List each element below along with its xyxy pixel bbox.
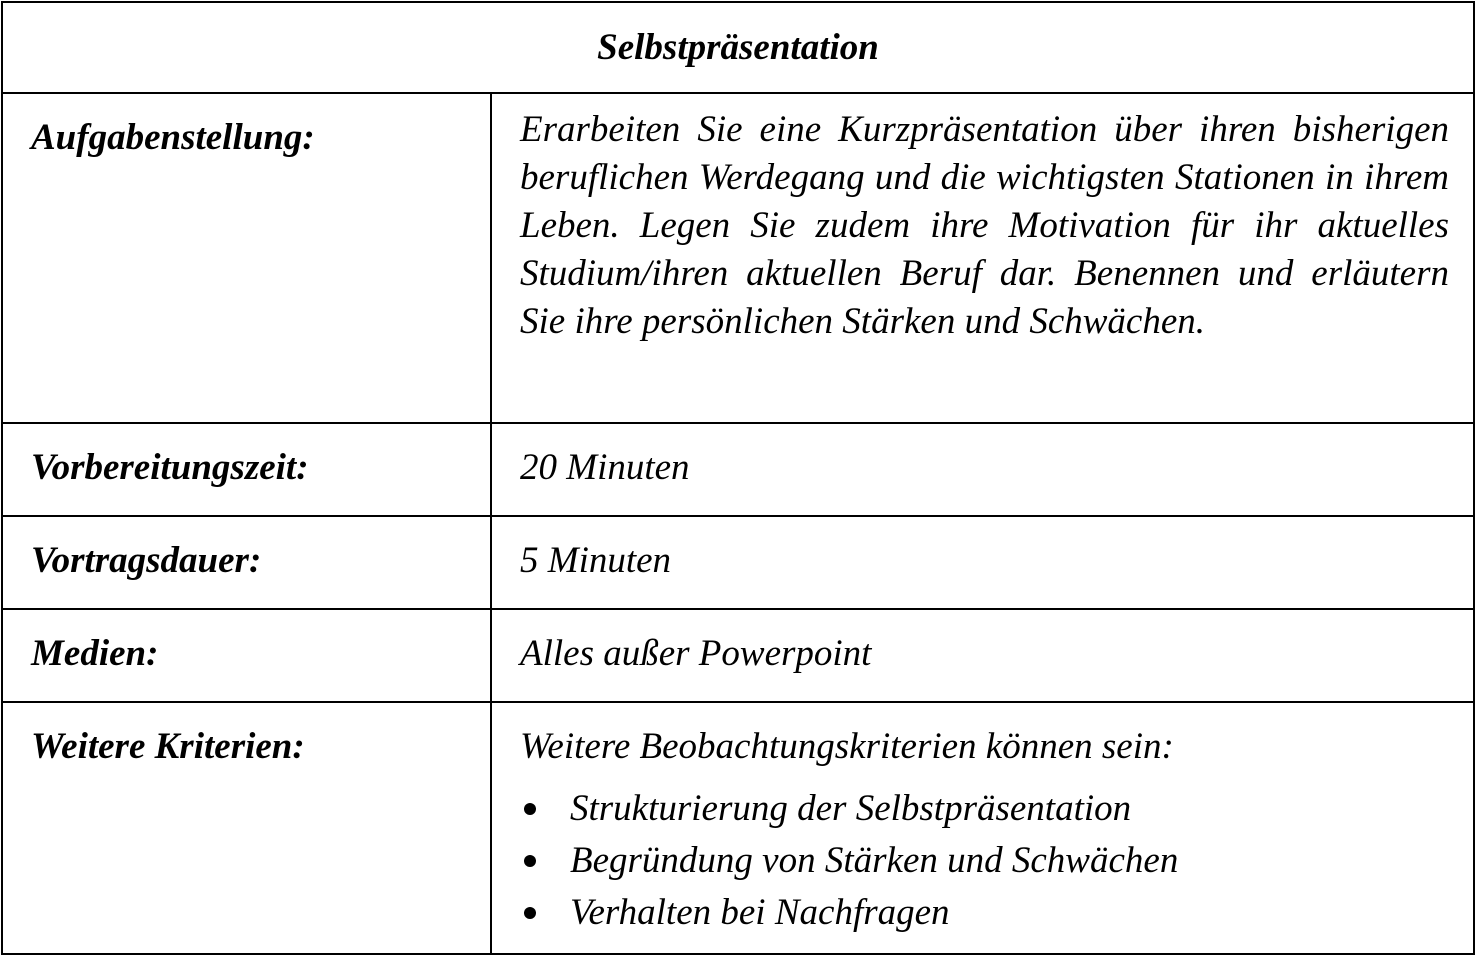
- preparation-value: 20 Minuten: [491, 423, 1474, 516]
- table-row-criteria: [2, 702, 1474, 954]
- task-value-cell: [491, 93, 1474, 423]
- table-row-duration: [2, 516, 1474, 609]
- duration-value: 5 Minuten: [491, 516, 1474, 609]
- table-row-task: [2, 93, 1474, 423]
- criteria-item-text: Verhalten bei Nachfragen: [570, 892, 950, 933]
- preparation-label: Vorbereitungszeit:: [2, 423, 491, 516]
- criteria-intro: Weitere Beobachtungskriterien können sein:: [520, 726, 1174, 767]
- criteria-item-text: Strukturierung der Selbstpräsentation: [570, 788, 1132, 829]
- media-label: Medien:: [2, 609, 491, 702]
- list-item: [520, 887, 1449, 939]
- table-row-media: [2, 609, 1474, 702]
- duration-label: Vortragsdauer:: [2, 516, 491, 609]
- list-item: [520, 835, 1449, 887]
- task-description: Erarbeiten Sie eine Kurzpräsentation über ihren bisherigen beruflichen Werdegang und die wichtigsten Stationen in ihrem Leben. Legen Sie zudem ihre Motivation für ihr aktuelles Studium/ihren aktuellen Beruf dar. Benennen und erläutern Sie ihre persönlichen Stärken und Schwächen.: [520, 109, 1449, 342]
- criteria-label: Weitere Kriterien:: [2, 702, 491, 954]
- bullet-icon: [524, 907, 536, 919]
- task-label: Aufgabenstellung:: [2, 93, 491, 423]
- bullet-icon: [524, 855, 536, 867]
- bullet-icon: [524, 803, 536, 815]
- criteria-value-cell: [491, 702, 1474, 954]
- list-item: [520, 783, 1449, 835]
- criteria-list: [520, 783, 1449, 939]
- media-value: Alles außer Powerpoint: [491, 609, 1474, 702]
- table-title: Selbstpräsentation: [2, 2, 1474, 93]
- title-row: [2, 2, 1474, 93]
- table-row-preparation: [2, 423, 1474, 516]
- criteria-item-text: Begründung von Stärken und Schwächen: [570, 840, 1179, 881]
- task-sheet-table: [1, 1, 1475, 955]
